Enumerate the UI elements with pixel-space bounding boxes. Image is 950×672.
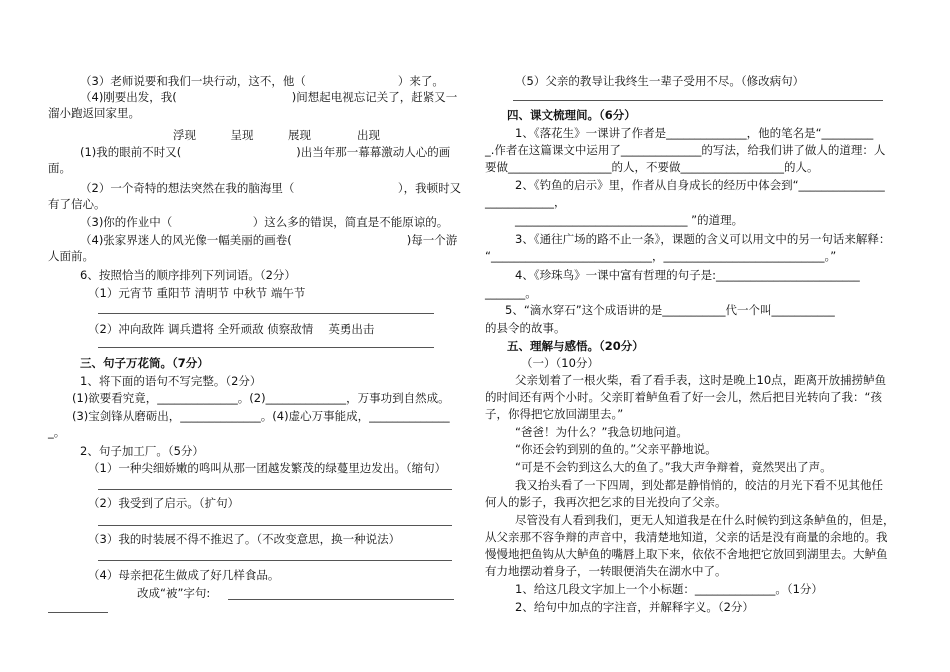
sentence-q2-part-1: （1）一种尖细娇嫩的鸣叫从那一团越发繁茂的绿蔓里边发出。（缩句） [88,461,447,475]
review-q2: 2、《钓鱼的启示》里，作者从自身成长的经历中体会到“_______________ [515,178,885,192]
review-q5: 5、“滴水穿石”这个成语讲的是___________代一个叫___________ [505,303,835,317]
word-sentence-3: （3)你的作业中（ ）这么多的错误，简直是不能原谅的。 [80,215,449,229]
section-3-heading: 三、句子万花筒。（7分） [80,356,209,370]
review-q3-cont: “____________________________，____________________________。” [485,249,837,263]
review-q4-cont: _______。 [485,286,537,300]
word-sentence-2-cont: 有了信心。 [48,197,106,211]
word-sentence-4-cont: 人面前。 [48,249,94,263]
answer-line[interactable] [228,599,454,600]
review-q5-cont: 的县令的故事。 [485,321,566,335]
word-sentence-2: （2）一个奇特的想法突然在我的脑海里（ ），我顿时又 [80,181,462,195]
sentence-q2-part-4: （4）母亲把花生做成了好几样食品。 [88,568,280,582]
word-sentence-4: （4)张家界迷人的风光像一幅美丽的画卷( )每一个游 [80,233,458,247]
passage-line: 何人的影子，我再次把乞求的目光投向了父亲。 [485,495,727,509]
sentence-q2: 2、句子加工厂。（5分） [80,444,204,458]
revise-sentence-5: （5）父亲的教导让我终生一辈子受用不尽。（修改病句） [515,74,805,88]
comprehension-q1: 1、给这几段文字加上一个小标题：______________。（1分） [515,582,823,596]
answer-line[interactable] [513,100,883,101]
review-q2-cont-2: ______________________________ ”的道理。 [515,213,744,227]
passage-line: 从父亲那不容争辩的声音中，我清楚地知道，父亲的话是没有商量的余地的。我 [485,530,888,544]
sentence-q1-line-2: (3)宝剑锋从磨砺出，______________。(4)虚心万事能成，______________ [72,409,450,423]
sentence-q1: 1、将下面的语句不写完整。（2分） [80,374,262,388]
passage-line: 慢慢地把鱼钩从大鲈鱼的嘴唇上取下来，依依不舍地把它放回到湖里去。大鲈鱼 [485,547,888,561]
answer-line[interactable] [98,489,452,490]
review-q4: 4、《珍珠鸟》一课中富有哲理的句子是:_________________________ [515,268,860,282]
passage-part-label: （一）（10分） [521,356,599,370]
sentence-q2-part-3: （3）我的时装展不得不推迟了。（不改变意思，换一种说法） [88,532,401,546]
passage-line: 的时间还有两个小时。父亲盯着鲈鱼看了好一会儿，然后把目光转向了我：“孩 [485,390,882,404]
passage-line: 有力地摆动着身子，一转眼便消失在湖水中了。 [485,564,727,578]
sentence-q1-line-3: _。 [48,425,66,439]
passage-line: 我又抬头看了一下四周，到处都是静悄悄的，皎洁的月光下看不见其他任 [515,478,883,492]
answer-line[interactable] [48,612,108,613]
word-sentence-1-cont: 面。 [48,161,71,175]
section-4-heading: 四、课文梳理间。（6分） [507,108,636,122]
answer-line[interactable] [98,347,434,348]
question-6-part-2: （2）冲向敌阵 调兵遣将 全歼顽敌 侦察敌情 英勇出击 [88,322,375,336]
answer-line[interactable] [98,560,452,561]
fill-sentence-4: （4)刚要出发，我( )间想起电视忘记关了，赶紧又一 [80,90,458,104]
review-q3: 3、《通往广场的路不止一条》，课题的含义可以用文中的另一句话来解释： [515,232,891,246]
fill-sentence-3: （3）老师说要和我们一块行动，这不，他（ ）来了。 [80,74,444,88]
word-sentence-1: (1)我的眼前不时又( )出当年那一幕幕激动人心的画 [80,145,451,159]
passage-line: “你还会钓到别的鱼的。”父亲平静地说。 [515,442,717,456]
passage-line: “可是不会钓到这么大的鱼了。”我大声争辩着，竟然哭出了声。 [515,460,832,474]
passage-line: 父亲划着了一根火柴，看了看手表，这时是晚上10点，距离开放捕捞鲈鱼 [515,373,887,387]
answer-line[interactable] [98,525,452,526]
question-6-part-1: （1）元宵节 重阳节 清明节 中秋节 端午节 [88,286,306,300]
passage-line: “爸爸！为什么？”我急切地问道。 [515,425,688,439]
review-q1: 1、《落花生》一课讲了作者是______________，他的笔名是“_________ [515,126,874,140]
word-choices: 浮现 呈现 展现 出现 [173,128,380,142]
sentence-q1-line-1: (1)欲要看究竟，______________。(2)______________，万事功到自然成。 [72,391,450,405]
fill-sentence-4-cont: 溜小跑返回家里。 [48,106,140,120]
review-q2-cont: ____________， [485,195,566,209]
section-5-heading: 五、理解与感悟。（20分） [507,339,644,353]
comprehension-q2: 2、给句中加点的字注音，并解释字义。（2分） [515,600,754,614]
sentence-q2-part-2: （2）我受到了启示。（扩句） [88,496,240,510]
passive-rewrite-label: 改成“被”字句: [137,586,211,600]
review-q1-cont: _.作者在这篇课文中运用了______________的写法，给我们讲了做人的道理：人 [485,143,886,157]
review-q1-cont-2: 要做__________________的人，不要做__________________的人。 [485,160,819,174]
answer-line[interactable] [98,313,434,314]
question-6: 6、按照恰当的顺序排列下列词语。（2分） [80,268,296,282]
passage-line: 尽管没有人看到我们，更无人知道我是在什么时候钓到这条鲈鱼的，但是， [515,513,895,527]
passage-line: 子，你得把它放回湖里去。” [485,407,624,421]
